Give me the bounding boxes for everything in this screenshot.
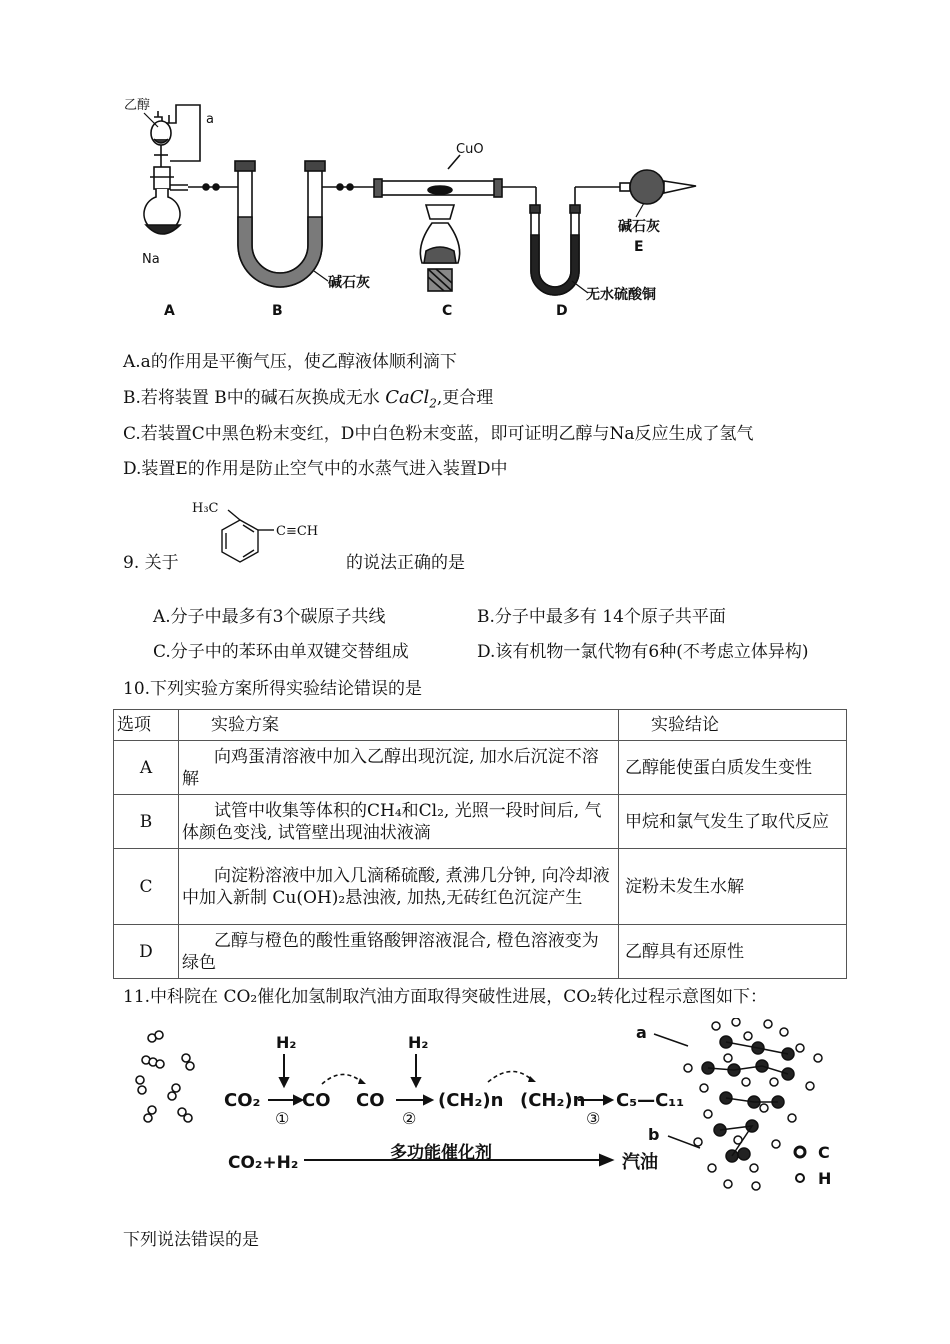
scheme-label-a: a <box>636 1023 647 1042</box>
header-plan: 实验方案 <box>179 710 619 741</box>
scheme-step2: ② <box>402 1109 417 1128</box>
q10-title: 10.下列实验方案所得实验结论错误的是 <box>123 679 423 699</box>
m-methylphenylacetylene-structure <box>190 496 340 576</box>
q8-option-c: C.若装置C中黑色粉末变红，D中白色粉末变蓝，即可证明乙醇与Na反应生成了氢气 <box>123 424 754 444</box>
scheme-co2: CO₂ <box>224 1090 261 1111</box>
apparatus-diagram <box>110 95 710 325</box>
scheme-feed: CO₂+H₂ <box>228 1153 299 1173</box>
row-option: C <box>114 849 179 925</box>
experiment-table <box>113 709 847 979</box>
table-row <box>114 849 847 925</box>
row-plan: 试管中收集等体积的CH₄和Cl₂, 光照一段时间后, 气体颜色变浅, 试管壁出现油状液滴 <box>179 795 619 849</box>
co2-molecules <box>136 1031 194 1122</box>
round-bottom-flask <box>144 167 188 234</box>
separatory-funnel <box>151 105 200 167</box>
legend-carbon-icon <box>795 1147 805 1157</box>
header-conclusion: 实验结论 <box>619 710 847 741</box>
table-header-row <box>114 710 847 741</box>
q8-option-d: D.装置E的作用是防止空气中的水蒸气进入装置D中 <box>123 459 508 479</box>
combustion-tube-c <box>374 155 536 291</box>
label-e: E <box>634 239 644 255</box>
scheme-catalyst: 多功能催化剂 <box>390 1143 492 1163</box>
label-soda-lime-b: 碱石灰 <box>328 275 370 291</box>
u-tube-d <box>530 187 620 295</box>
label-anhydrous-cuso4: 无水硫酸铜 <box>586 287 656 303</box>
legend-c: C <box>818 1143 830 1162</box>
q9-suffix: 的说法正确的是 <box>346 553 465 573</box>
scheme-co-2: CO <box>356 1090 385 1111</box>
gasoline-molecules <box>684 1018 822 1190</box>
scheme-co-1: CO <box>302 1090 331 1111</box>
alkyne-label: C≡CH <box>276 524 319 539</box>
row-plan: 乙醇与橙色的酸性重铬酸钾溶液混合, 橙色溶液变为绿色 <box>179 925 619 979</box>
formula-cacl2: CaCl$_2$ <box>385 387 437 411</box>
q9-prefix: 9. 关于 <box>123 553 179 573</box>
table-row <box>114 795 847 849</box>
scheme-step3: ③ <box>586 1109 601 1128</box>
scheme-h2-1: H₂ <box>276 1033 297 1052</box>
q8-option-a: A.a的作用是平衡气压，使乙醇液体顺利滴下 <box>123 352 457 372</box>
q9-option-d: D.该有机物一氯代物有6种(不考虑立体异构) <box>477 642 809 662</box>
q11-title: 11.中科院在 CO₂催化加氢制取汽油方面取得突破性进展，CO₂转化过程示意图如下： <box>123 987 767 1007</box>
q11-stem: 下列说法错误的是 <box>123 1230 259 1250</box>
label-device-d: D <box>556 303 568 319</box>
scheme-step1: ① <box>275 1109 290 1128</box>
label-device-c: C <box>442 303 453 319</box>
q9-option-a: A.分子中最多有3个碳原子共线 <box>153 607 386 627</box>
scheme-ch2n-1: (CH₂)n <box>438 1090 504 1111</box>
label-ethanol: 乙醇 <box>124 98 151 113</box>
methyl-label: H₃C <box>192 501 219 516</box>
drying-tube-e <box>620 170 696 204</box>
q8-option-b: B.若将装置 B中的碱石灰换成无水 CaCl$_2$,更合理 <box>123 387 494 411</box>
header-option: 选项 <box>114 710 179 741</box>
label-cuo: CuO <box>456 142 484 157</box>
q9-option-b: B.分子中最多有 14个原子共平面 <box>477 607 726 627</box>
table-row <box>114 925 847 979</box>
scheme-ch2n-2: (CH₂)n <box>520 1090 586 1111</box>
row-conclusion: 甲烷和氯气发生了取代反应 <box>619 795 847 849</box>
scheme-h2-2: H₂ <box>408 1033 429 1052</box>
row-option: A <box>114 741 179 795</box>
legend-hydrogen-icon <box>796 1174 804 1182</box>
u-tube-b <box>235 161 378 287</box>
label-device-a: A <box>164 303 175 319</box>
table-row <box>114 741 847 795</box>
co2-conversion-scheme <box>128 1018 848 1198</box>
row-conclusion: 乙醇能使蛋白质发生变性 <box>619 741 847 795</box>
row-conclusion: 乙醇具有还原性 <box>619 925 847 979</box>
row-option: B <box>114 795 179 849</box>
row-plan: 向淀粉溶液中加入几滴稀硫酸, 煮沸几分钟, 向冷却液中加入新制 Cu(OH)₂悬浊液, 加热,无砖红色沉淀产生 <box>179 849 619 925</box>
legend-h: H <box>818 1169 832 1188</box>
scheme-gasoline: 汽油 <box>622 1152 658 1173</box>
label-a: a <box>206 112 214 127</box>
row-option: D <box>114 925 179 979</box>
label-device-b: B <box>272 303 283 319</box>
label-na: Na <box>142 252 160 267</box>
label-soda-lime-e: 碱石灰 <box>618 219 660 235</box>
scheme-label-b: b <box>648 1125 660 1144</box>
scheme-product: C₅—C₁₁ <box>616 1090 685 1111</box>
row-conclusion: 淀粉未发生水解 <box>619 849 847 925</box>
row-plan: 向鸡蛋清溶液中加入乙醇出现沉淀, 加水后沉淀不溶解 <box>179 741 619 795</box>
q9-option-c: C.分子中的苯环由单双键交替组成 <box>153 642 409 662</box>
